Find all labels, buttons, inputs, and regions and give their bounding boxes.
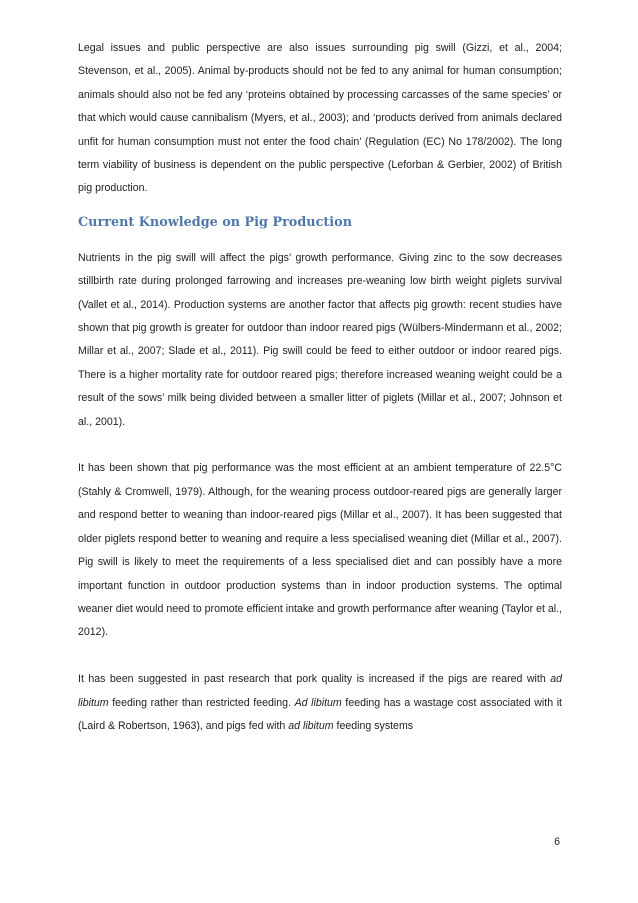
paragraph-legal-issues: Legal issues and public perspective are also issues surrounding pig swill (Gizzi, et al., 2004; Stevenson, et al., 2005). Animal by-products should not be fed to any animal for human consumption; animals should also not be fed any ‘proteins obtained by processing carcasses of the same species’ or that which would cause cannibalism (Myers, et al., 2003); and ‘products derived from animals declared unfit for human consumption must not enter the food chain’ (Regulation (EC) No 178/2002). The long term viability of business is dependent on the public perspective (Leforban & Gerbier, 2002) of British pig production. (78, 42, 562, 195)
paragraph-nutrients: Nutrients in the pig swill will affect the pigs’ growth performance. Giving zinc to the sow decreases stillbirth rate during prolonged farrowing and increases pre-weaning low birth weight piglets survival (Vallet et al., 2014). Production systems are another factor that affects pig growth: recent studies have shown that pig growth is greater for outdoor than indoor reared pigs (Wülbers-Mindermann et al., 2002; Millar et al., 2007; Slade et al., 2011). Pig swill could be feed to either outdoor or indoor reared pigs. There is a higher mortality rate for outdoor reared pigs; therefore increased weaning weight could be a result of the sows’ milk being divided between a smaller litter of piglets (Millar et al., 2007; Johnson et al., 2001). (78, 251, 562, 428)
text-run: feeding systems (333, 719, 414, 732)
section-heading: Current Knowledge on Pig Production (78, 214, 352, 230)
italic-term: Ad libitum (294, 696, 342, 709)
text-run: feeding has a wastage cost associated with it (Laird & Robertson, 1963), and pigs fed with (78, 696, 562, 732)
italic-term: ad libitum (288, 719, 334, 732)
text-run: It has been suggested in past research that pork quality is increased if the pigs are reared with (78, 673, 551, 686)
page-number: 6 (554, 836, 560, 848)
paragraph-temperature: It has been shown that pig performance was the most efficient at an ambient temperature of 22.5°C (Stahly & Cromwell, 1979). Although, for the weaning process outdoor-reared pigs are generally larger and respond better to weaning than indoor-reared pigs (Millar et al., 2007). It has been suggested that older piglets respond better to weaning and require a less specialised weaning diet (Millar et al., 2007). Pig swill is likely to meet the requirements of a less specialised diet and can possibly have a more important function in outdoor production systems than in indoor production systems. The optimal weaner diet would need to promote efficient intake and growth performance after weaning (Taylor et al., 2012). (78, 462, 562, 639)
italic-term: ad libitum (78, 673, 562, 709)
page-body (78, 37, 562, 738)
paragraph-ad-libitum (78, 668, 562, 738)
text-run: feeding rather than restricted feeding. (108, 696, 295, 709)
